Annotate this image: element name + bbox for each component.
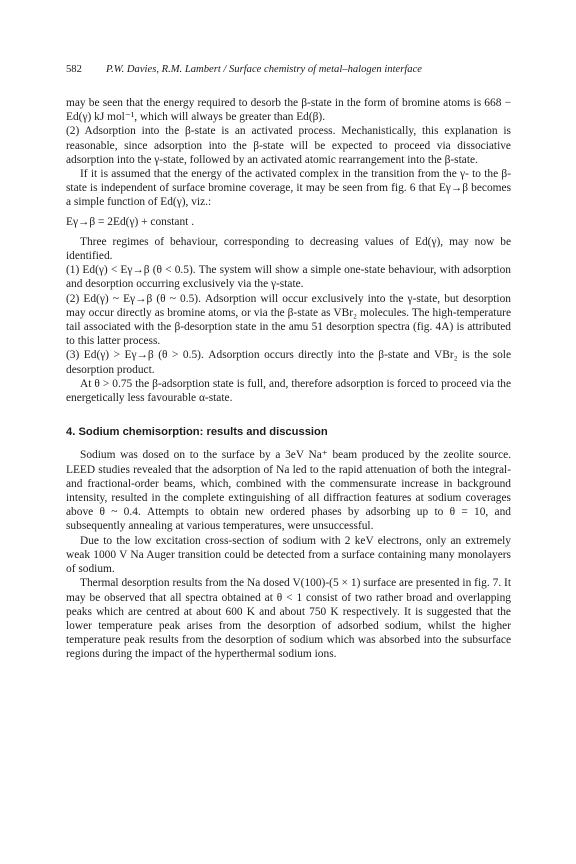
paragraph: If it is assumed that the energy of the activated complex in the transition from the γ- to the β-state is independent of surface bromine coverage, it may be seen from fig. 6 that Eγ→β becomes a simple function of Ed(γ), viz.: [66, 168, 511, 209]
running-header [66, 64, 506, 75]
paragraph: Sodium was dosed on to the surface by a 3eV Na⁺ beam produced by the zeolite source. LEED studies revealed that the adsorption of Na led to the rapid attenuation of both the integral- and fractional-order beams, which, combined with the commensurate increase in background intensity, resulted in the complete extinguishing of all diffraction features at sodium coverages above θ ~ 0.4. Attempts to obtain new ordered phases by adsorbing up to θ = 10, and subsequently annealing at various temperatures, were unsuccessful. [66, 449, 511, 533]
section-heading: 4. Sodium chemisorption: results and discussion [66, 426, 328, 439]
body-text [66, 96, 511, 662]
paragraph: (1) Ed(γ) < Eγ→β (θ < 0.5). The system will show a simple one-state behaviour, with adsorption and desorption occurring exclusively via the γ-state. [66, 264, 511, 291]
running-title: P.W. Davies, R.M. Lambert / Surface chemistry of metal–halogen interface [106, 64, 422, 75]
paragraph: (2) Ed(γ) ~ Eγ→β (θ ~ 0.5). Adsorption will occur exclusively into the γ-state, but desorption may occur directly as bromine atoms, or via the β-state as VBr₂ molecules. The high-temperature tail associated with the β-desorption state in the amu 51 desorption spectra (fig. 4A) is attributed to this latter process. [66, 292, 511, 348]
paragraph: At θ > 0.75 the β-adsorption state is full, and, therefore adsorption is forced to proceed via the energetically less favourable α-state. [66, 377, 511, 405]
paragraph: (2) Adsorption into the β-state is an activated process. Mechanistically, this explanation is reasonable, since adsorption into the β-state will be expected to proceed via dissociative adsorption into the γ-state, followed by an activated atomic rearrangement into the β-state. [66, 125, 511, 166]
page-number: 582 [66, 64, 82, 75]
paragraph: Thermal desorption results from the Na dosed V(100)-(5 × 1) surface are presented in fig. 7. It may be observed that all spectra obtained at θ < 1 consist of two rather broad and overlapping peaks which are centred at about 600 K and about 750 K respectively. It is suggested that the lower temperature peak arises from the desorption of adsorbed sodium, whilst the higher temperature peak results from the desorption of sodium which was absorbed into the subsurface regions during the impact of the hyperthermal sodium ions. [66, 577, 511, 661]
equation: Eγ→β = 2Ed(γ) + constant . [66, 215, 195, 228]
paragraph: may be seen that the energy required to desorb the β-state in the form of bromine atoms is 668 − Ed(γ) kJ mol⁻¹, which will always be greater than Ed(β). [66, 97, 511, 124]
paragraph: (3) Ed(γ) > Eγ→β (θ > 0.5). Adsorption occurs directly into the β-state and VBr₂ is the sole desorption product. [66, 349, 511, 376]
paragraph: Three regimes of behaviour, corresponding to decreasing values of Ed(γ), may now be identified. [66, 235, 511, 263]
paragraph: Due to the low excitation cross-section of sodium with 2 keV electrons, only an extremely weak 1000 V Na Auger transition could be detected from a surface containing many monolayers of sodium. [66, 534, 511, 576]
